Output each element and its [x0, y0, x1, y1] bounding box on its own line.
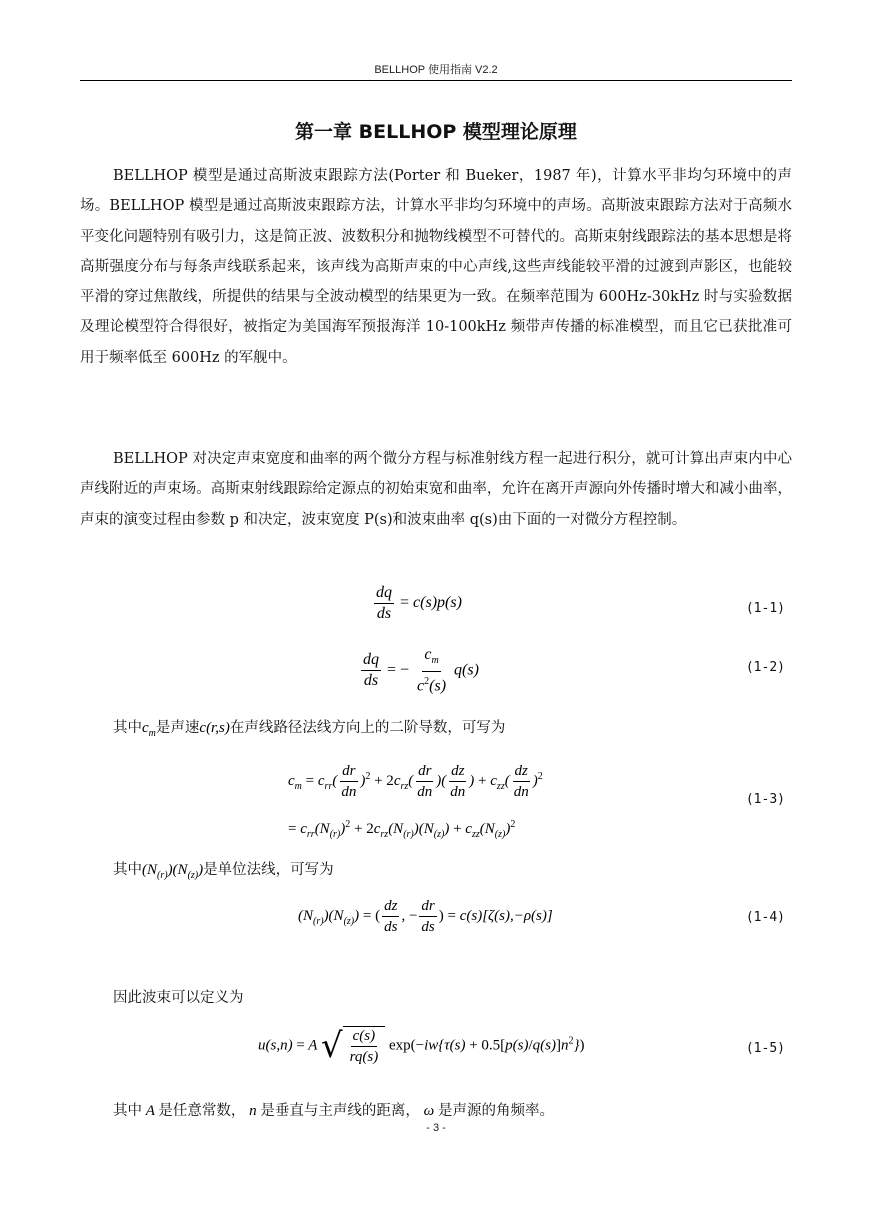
equation-number-1-5: (1-5)	[745, 1041, 785, 1056]
equation-1-1: $\frac{dq}{ds}$ = c(s)p(s)	[376, 584, 462, 622]
text-fragment: 是单位法线，可写为	[203, 862, 334, 878]
paragraph-method	[80, 444, 792, 535]
text-fragment: 是声源的角频率。	[438, 1103, 554, 1119]
text-fragment: 因此波束可以定义为	[113, 990, 244, 1006]
text-fragment: 其中	[113, 720, 142, 736]
equation-1-4: $(N_{(r)})(N_{(z)})$ = ( $\frac{dz}{ds}$ , − $\frac{dr}{ds}$ ) = c(s)[ζ(s),−ρ(s)]	[298, 898, 553, 935]
header-divider	[80, 80, 792, 81]
text-line-constants: 其中 A 是任意常数， n 是垂直与主声线的距离， ω 是声源的角频率。	[113, 1103, 554, 1119]
page-header: BELLHOP 使用指南 V2.2	[374, 64, 498, 76]
paragraph-intro-text: BELLHOP 模型是通过高斯波束跟踪方法(Porter 和 Bueker，1987 年)，计算水平非均匀环境中的声场。BELLHOP 模型是通过高斯波束跟踪方法，计算水平非均匀环境中的声场。高斯波束跟踪方法对于高频水平变化问题特别有吸引力，这是简正波、波数积分和抛物线模型不可替代的。高斯束射线跟踪法的基本思想是将高斯强度分布与每条声线联系起来，该声线为高斯声束的中心声线,这些声线能较平滑的过渡到声影区，也能较平滑的穿过焦散线，所提供的结果与全波动模型的结果更为一致。在频率范围为 600Hz-30kHz 时与实验数据及理论模型符合得很好，被指定为美国海军预报海洋 10-100kHz 频带声传播的标准模型，而且它已获批准可用于频率低至 600Hz 的军舰中。	[80, 168, 792, 366]
equation-number-1-2: (1-2)	[745, 660, 785, 675]
text-fragment: 其中	[113, 862, 142, 878]
text-fragment: 其中	[113, 1103, 142, 1119]
text-fragment: 在声线路径法线方向上的二阶导数，可写为	[229, 720, 506, 736]
equation-number-1-1: (1-1)	[745, 601, 785, 616]
text-fragment: 是任意常数，	[158, 1103, 246, 1119]
text-line-cm: 其中$c_m$是声速c(r,s)在声线路径法线方向上的二阶导数，可写为	[113, 720, 506, 739]
text-fragment: 是垂直与主声线的距离，	[260, 1103, 420, 1119]
equation-1-5: u(s,n) = A √ $\frac{c(s)}{rq(s)}$ $\exp(-iw\{\tau(s) + 0.5[p(s)/q(s)]n^2\})$	[258, 1026, 585, 1066]
text-fragment: 是声速	[155, 720, 200, 736]
text-line-beam	[80, 988, 792, 1008]
equation-number-1-3: (1-3)	[745, 792, 785, 807]
text-line-normal: 其中$(N_{(r)})(N_{(z)})$是单位法线，可写为	[113, 862, 334, 881]
chapter-title: 第一章 BELLHOP 模型理论原理	[295, 121, 577, 143]
paragraph-method-text: BELLHOP 对决定声束宽度和曲率的两个微分方程与标准射线方程一起进行积分，就可计算出声束内中心声线附近的声束场。高斯束射线跟踪给定源点的初始束宽和曲率，允许在离开声源向外传播时增大和减小曲率，声束的演变过程由参数 p 和决定，波束宽度 P(s)和波束曲率 q(s)由下面的一对微分方程控制。	[80, 451, 792, 528]
paragraph-intro	[80, 161, 792, 373]
equation-1-3: $c_m = c_{rr}$( $\frac{dr}{dn}$ )$^2 + 2c_{rz}$( $\frac{dr}{dn}$ )( $\frac{dz}{dn}$ ) + $c_{zz}$( $\frac{dz}{dn}$ )$^2$ = $c_{rr}(N_{(r)})^2 + 2c_{rz}(N_{(r)})(N_{(z)}) + c_{zz}(N_{(z)})^2$	[288, 763, 543, 840]
page-number: - 3 -	[426, 1122, 446, 1134]
equation-1-2: $\frac{dq}{ds}$ = − $\frac{c_m}{c^2(s)}$ q(s)	[363, 646, 479, 695]
equation-number-1-4: (1-4)	[745, 910, 785, 925]
